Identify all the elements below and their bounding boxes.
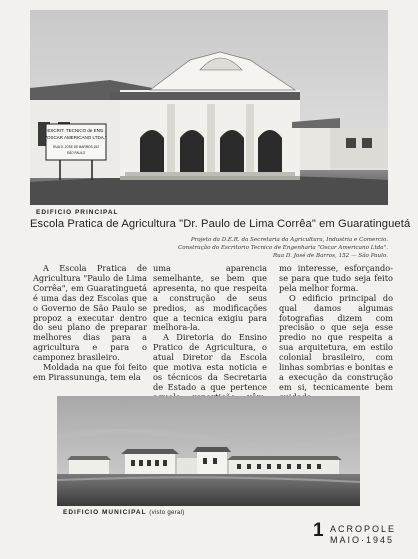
- bottom-caption-title: EDIFICIO MUNICIPAL: [63, 509, 147, 516]
- paragraph: O edificio principal do qual damos algumas fotografias dizem com precisão o que seja esse predio no que respeita a sua arquitetura, em estilo colonial brasileiro, com linhas sombrias e bonitas e a execução da construção em si, tecnicamente bem: [279, 292, 393, 392]
- paragraph: A Diretoria do Ensino Pratico de Agricultura, o atual Diretor da Escola que motiva esta noticia e os técnicos da Secretaria de Estado a que pertence: [153, 332, 267, 392]
- magazine-name: ACROPOLE: [330, 524, 397, 534]
- credit-line: Projeto da D.E.R. da Secretaria da Agricultura, Industria e Comercio.: [190, 237, 388, 243]
- magazine-masthead: [330, 524, 396, 546]
- page-number: 1: [313, 520, 324, 541]
- sign-line: "OSCAR AMERICANO LTDA.": [45, 135, 107, 140]
- bottom-photo-caption: [63, 509, 185, 516]
- paragraph: uma aparencia semelhante, se bem que apresenta, no que respeita a construção de seus predios, as modificações que a tecnica exigiu para melhora-la.: [153, 263, 267, 333]
- sign-line: SÃO PAULO: [66, 151, 86, 155]
- sign-line: RUA D. JOSE DE BARROS,152: [53, 145, 99, 149]
- article-title: Escola Pratica de Agricultura "Dr. Paulo de Lima Corrêa" em Guaratinguetá: [30, 218, 411, 230]
- sign-line: ESCRIT. TECNICO de ENG.: [47, 128, 105, 133]
- paragraph: A Escola Pratica de Agricultura "Paulo de Lima Corrêa", em Guaratinguetá é uma das dez Escolas que o Governo de São Paulo se propoz a executar dentro do seu plano de preparar melhores dias para a agricultura e para o camponez brasileiro.: [33, 263, 147, 363]
- municipal-building-photo: [57, 396, 360, 506]
- top-photo-caption: EDIFICIO PRINCIPAL: [36, 209, 119, 216]
- magazine-issue: MAIO·1945: [330, 535, 395, 545]
- text-column-3: [279, 264, 393, 403]
- paragraph: mo interesse, esforçando-se para que tudo seja feito pela melhor forma.: [279, 263, 393, 293]
- paragraph: Moldada na que foi feito em Pirassununga, tem ela: [33, 362, 147, 382]
- credit-line: Construção do Escritorio Tecnico de Engenharia "Oscar Americano Ltda".: [177, 245, 388, 251]
- text-column-1: [33, 264, 147, 383]
- article-credits: [178, 236, 388, 260]
- main-building-photo: [30, 10, 388, 205]
- bottom-caption-note: (visto geral): [149, 510, 185, 516]
- text-column-2: [153, 264, 267, 413]
- credit-line: Rua D. José de Barros, 152 — São Paulo.: [272, 253, 388, 259]
